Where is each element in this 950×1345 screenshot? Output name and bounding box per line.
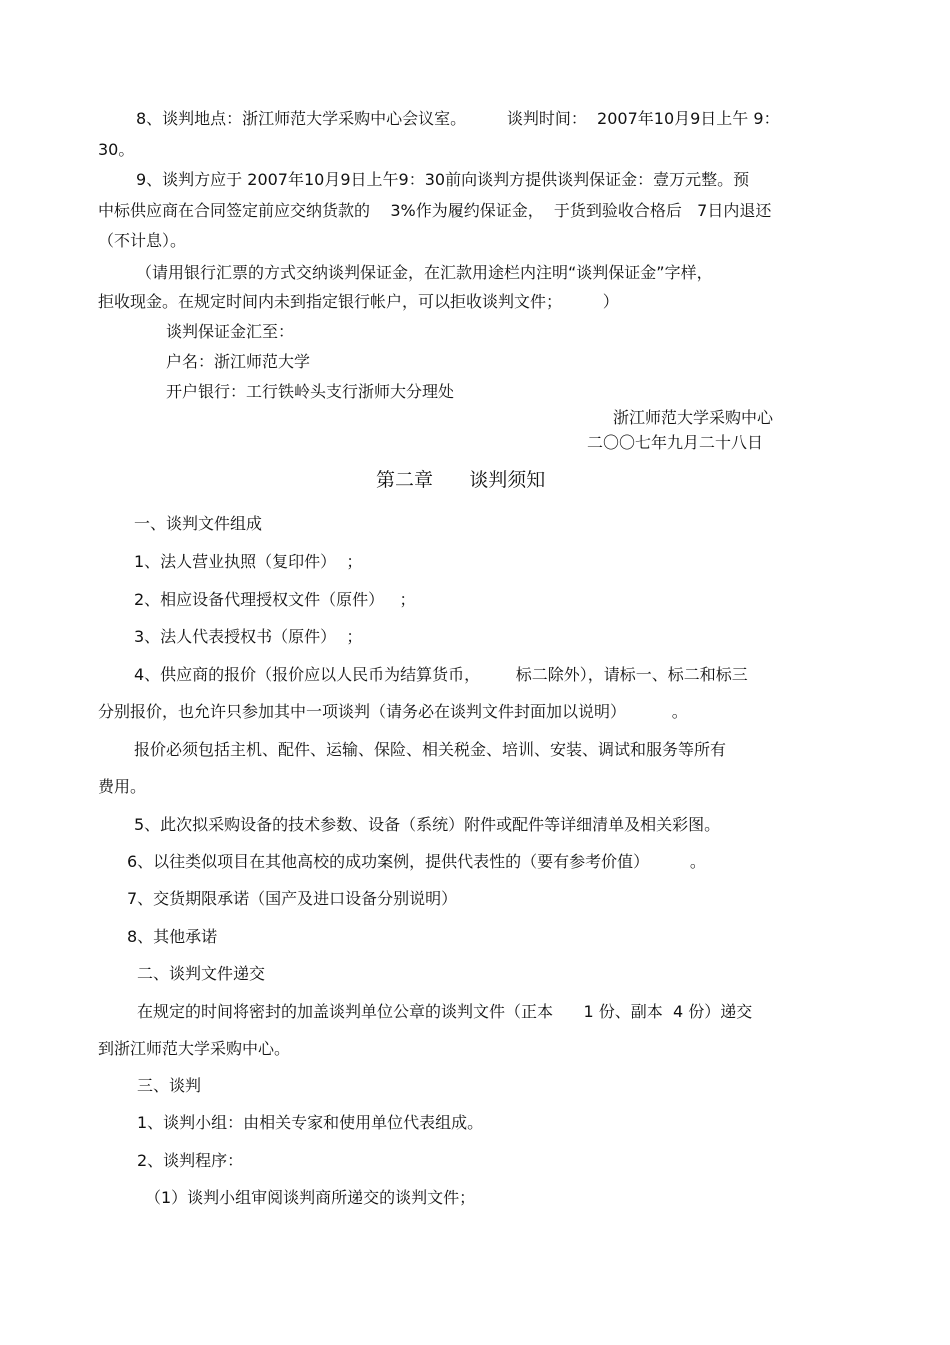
list-item: 3、法人代表授权书（原件） ； — [134, 627, 363, 646]
text-line: 开户银行：工行铁岭头支行浙师大分理处 — [166, 382, 455, 401]
list-item: 2、谈判程序： — [137, 1151, 244, 1170]
text-line: 8、谈判地点：浙江师范大学采购中心会议室。 谈判时间： 2007年10月9日上午 9： — [136, 109, 780, 128]
section-heading: 二、谈判文件递交 — [137, 964, 266, 983]
text-line: 到浙江师范大学采购中心。 — [98, 1039, 291, 1058]
list-item: 7、交货期限承诺（国产及进口设备分别说明） — [127, 889, 458, 908]
text-line: （请用银行汇票的方式交纳谈判保证金，在汇款用途栏内注明“谈判保证金”字样， — [136, 263, 713, 282]
text-line: （不计息）。 — [98, 231, 187, 250]
text-line: 拒收现金。在规定时间内未到指定银行帐户，可以拒收谈判文件； ） — [98, 292, 619, 311]
list-item: 2、相应设备代理授权文件（原件） ； — [134, 590, 416, 609]
text-line: 中标供应商在合同签定前应交纳货款的 3%作为履约保证金， 于货到验收合格后 7日内退还 — [98, 201, 772, 220]
chapter-heading: 第二章 谈判须知 — [376, 469, 546, 491]
signature-date: 二〇〇七年九月二十八日 — [587, 433, 764, 452]
text-line: 30。 — [98, 140, 135, 159]
list-item: 1、谈判小组：由相关专家和使用单位代表组成。 — [137, 1113, 484, 1132]
text-line: 费用。 — [98, 777, 147, 796]
section-heading: 一、谈判文件组成 — [134, 514, 263, 533]
text-line: 在规定的时间将密封的加盖谈判单位公章的谈判文件（正本 1 份、副本 4 份）递交 — [137, 1002, 753, 1021]
list-item: 4、供应商的报价（报价应以人民币为结算货币， 标二除外），请标一、标二和标三 — [134, 665, 748, 684]
section-heading: 三、谈判 — [137, 1076, 202, 1095]
text-line: 谈判保证金汇至： — [166, 322, 295, 341]
text-line: 9、谈判方应于 2007年10月9日上午9：30前向谈判方提供谈判保证金：壹万元整。预 — [136, 170, 750, 189]
list-item: 8、其他承诺 — [127, 927, 218, 946]
text-line: 户名：浙江师范大学 — [166, 352, 311, 371]
list-item: （1）谈判小组审阅谈判商所递交的谈判文件； — [145, 1188, 476, 1207]
list-item: 6、以往类似项目在其他高校的成功案例，提供代表性的（要有参考价值） 。 — [127, 852, 706, 871]
signature-org: 浙江师范大学采购中心 — [613, 408, 774, 427]
list-item: 5、此次拟采购设备的技术参数、设备（系统）附件或配件等详细清单及相关彩图。 — [134, 815, 721, 834]
text-line: 分别报价，也允许只参加其中一项谈判（请务必在谈判文件封面加以说明） 。 — [98, 702, 688, 721]
text-line: 报价必须包括主机、配件、运输、保险、相关税金、培训、安装、调试和服务等所有 — [134, 740, 727, 759]
list-item: 1、法人营业执照（复印件） ； — [134, 552, 363, 571]
